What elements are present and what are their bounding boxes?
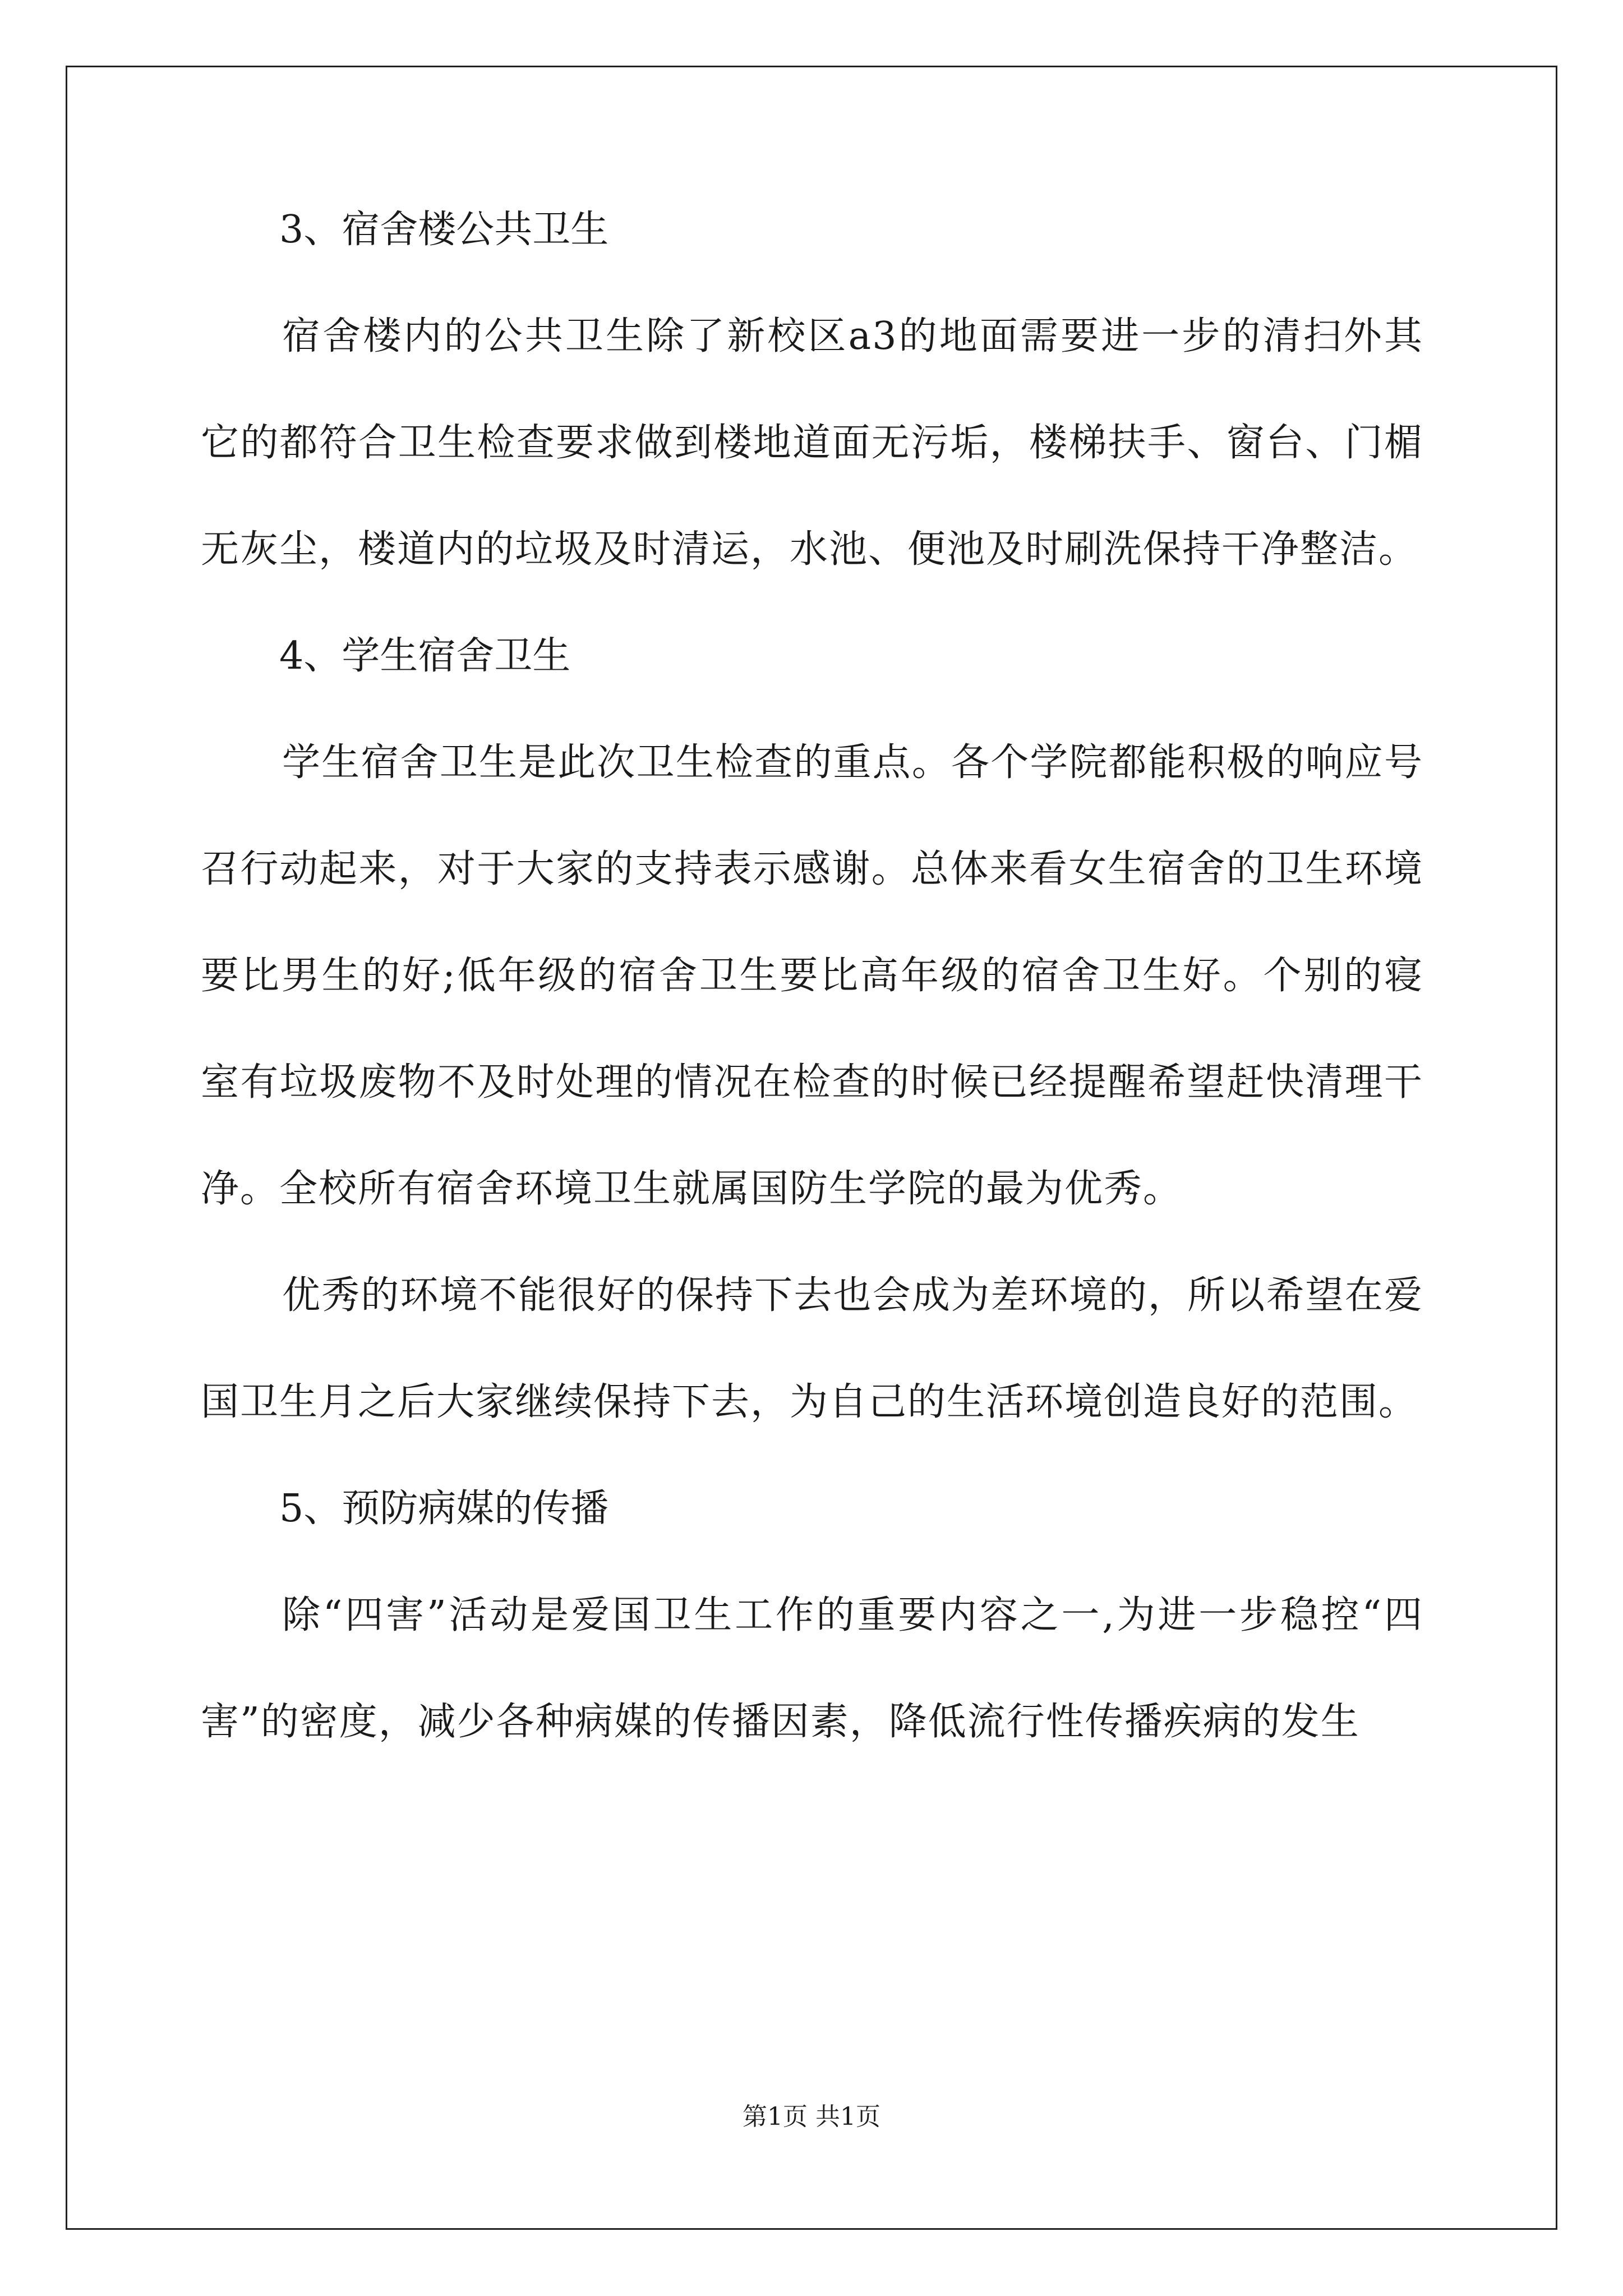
section-heading: 5、预防病媒的传播 xyxy=(279,1487,609,1531)
section-heading: 4、学生宿舍卫生 xyxy=(279,634,571,678)
paragraph: 宿舍楼内的公共卫生除了新校区a3的地面需要进一步的清扫外其它的都符合卫生检查要求做到楼地道面无污垢，楼梯扶手、窗台、门楣无灰尘，楼道内的垃圾及时清运，水池、便池及时刷洗保持干净整洁。 xyxy=(201,314,1423,572)
page-footer: 第1页 共1页 xyxy=(743,2102,880,2131)
paragraph: 除“四害”活动是爱国卫生工作的重要内容之一,为进一步稳控“四害”的密度，减少各种病媒的传播因素，降低流行性传播疾病的发生 xyxy=(201,1593,1423,1744)
paragraph: 优秀的环境不能很好的保持下去也会成为差环境的，所以希望在爱国卫生月之后大家继续保持下去，为自己的生活环境创造良好的范围。 xyxy=(201,1273,1423,1424)
section-heading: 3、宿舍楼公共卫生 xyxy=(279,208,609,252)
paragraph: 学生宿舍卫生是此次卫生检查的重点。各个学院都能积极的响应号召行动起来，对于大家的支持表示感谢。总体来看女生宿舍的卫生环境要比男生的好;低年级的宿舍卫生要比高年级的宿舍卫生好。个别的寝室有垃圾废物不及时处理的情况在检查的时候已经提醒希望赶快清理干净。全校所有宿舍环境卫生就属国防生学院的最为优秀。 xyxy=(201,740,1423,1211)
document-body xyxy=(201,208,1423,1806)
